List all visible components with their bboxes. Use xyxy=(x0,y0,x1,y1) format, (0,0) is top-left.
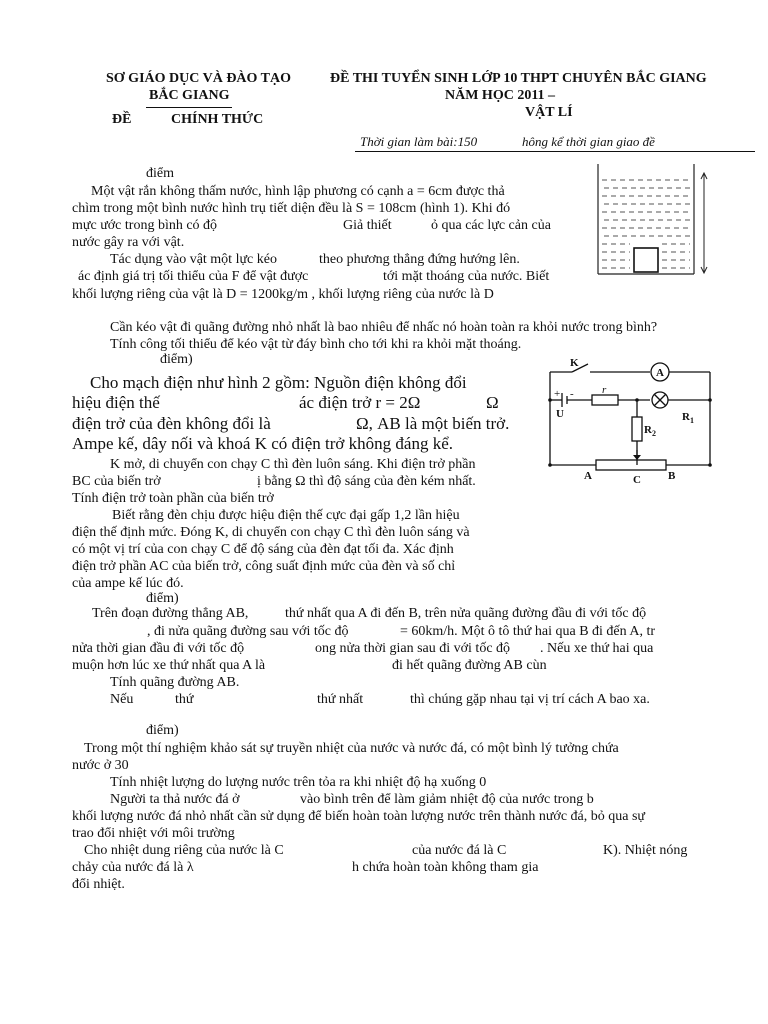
q2-line: điện thế định mức. Đóng K, di chuyển con chạy C thì đèn luôn sáng và xyxy=(72,525,470,540)
q2-line: BC của biến trở xyxy=(72,474,161,489)
q3-line: thứ nhất xyxy=(317,692,364,707)
q2-line: của ampe kế lúc đó. xyxy=(72,576,184,591)
circuit-diagram xyxy=(540,355,750,490)
q4-line: Tính nhiệt lượng do lượng nước trên tỏa ra khi nhiệt độ hạ xuống 0 xyxy=(110,775,487,790)
beaker-figure xyxy=(590,164,720,280)
q4-line: h chứa hoàn toàn không tham gia xyxy=(352,860,539,875)
q3-points: điểm) xyxy=(146,591,179,606)
time-note: hông kể thời gian giao đề xyxy=(522,134,655,149)
q1-line: nước gây ra với vật. xyxy=(72,235,185,250)
q4-line: vào bình trên để làm giảm nhiệt độ của nước trong b xyxy=(300,792,594,807)
q4-line: khối lượng nước đá nhỏ nhất cần sử dụng để biến hoàn toàn lượng nước trên thành nước đá, bỏ qua sự xyxy=(72,809,646,824)
q2-line: Ω xyxy=(486,393,499,412)
resistor-r2 xyxy=(632,417,642,441)
rheostat-ab xyxy=(596,460,666,470)
label-r2: R xyxy=(644,424,652,436)
resistor-r xyxy=(592,395,618,405)
q1-line: theo phương thẳng đứng hướng lên. xyxy=(319,252,520,267)
q3-line: . Nếu xe thứ hai qua xyxy=(540,641,654,656)
q3-line: Trên đoạn đường thẳng AB, xyxy=(92,606,249,621)
label-a: A xyxy=(584,470,592,482)
q4-points: điểm) xyxy=(146,723,179,738)
label-r: r xyxy=(602,384,607,396)
q2-line: hiệu điện thế xyxy=(72,393,160,412)
official-label: CHÍNH THỨC xyxy=(171,112,264,127)
exam-title: ĐỀ THI TUYỂN SINH LỚP 10 THPT CHUYÊN BẮC GIANG xyxy=(330,71,707,86)
q2-line: Biết rằng đèn chịu được hiệu điện thế cực đại gấp 1,2 lần hiệu xyxy=(112,508,460,523)
q1-line: ác định giá trị tối thiểu của F để vật được xyxy=(78,269,309,284)
q1-line: mực ước trong bình có độ xyxy=(72,218,218,233)
q4-line: Cho nhiệt dung riêng của nước là C xyxy=(84,843,284,858)
label-plus: + xyxy=(554,388,561,400)
q1-line: khối lượng riêng của vật là D = 1200kg/m , khối lượng riêng của nước là D xyxy=(72,287,494,302)
q2-line: Cho mạch điện như hình 2 gồm: Nguồn điện không đổi xyxy=(90,373,467,392)
label-r2-sub: 2 xyxy=(652,429,656,438)
label-r1: R xyxy=(682,411,690,423)
q3-line: thứ xyxy=(175,692,194,707)
label-c: C xyxy=(633,474,641,486)
q3-line: thứ nhất qua A đi đến B, trên nửa quãng đường đầu đi với tốc độ xyxy=(285,606,647,621)
q1-line: Một vật rắn không thấm nước, hình lập phương có cạnh a = 6cm được thả xyxy=(91,184,505,199)
q3-line: ong nửa thời gian sau đi với tốc độ xyxy=(315,641,511,656)
q4-line: K). Nhiệt nóng xyxy=(603,843,688,858)
q1-line: Tính công tối thiểu để kéo vật từ đáy bình cho tới khi ra khỏi mặt thoáng. xyxy=(110,337,522,352)
q2-line: điện trở của đèn không đổi là xyxy=(72,414,271,433)
q1-line: Giả thiết xyxy=(343,218,392,233)
q2-line: Ω, AB là một biến trở. xyxy=(356,414,510,433)
label-r1-sub: 1 xyxy=(690,416,694,425)
q1-points: điểm xyxy=(146,166,174,181)
q4-line: của nước đá là C xyxy=(412,843,507,858)
q3-line: muộn hơn lúc xe thứ nhất qua A là xyxy=(72,658,266,673)
q4-line: chảy của nước đá là λ xyxy=(72,860,194,875)
label-k: K xyxy=(570,357,579,369)
q1-line: ỏ qua các lực cản của xyxy=(431,218,551,233)
label-b: B xyxy=(668,470,676,482)
q2-line: Tính điện trở toàn phần của biến trở xyxy=(72,491,274,506)
q2-line: có một vị trí của con chạy C để độ sáng của đèn đạt tối đa. Xác định xyxy=(72,542,454,557)
q4-line: Trong một thí nghiệm khảo sát sự truyền nhiệt của nước và nước đá, có một bình lý tưởng chứa xyxy=(84,741,619,756)
q1-line: Cần kéo vật đi quãng đường nhỏ nhất là bao nhiêu để nhấc nó hoàn toàn ra khỏi nước trong bình? xyxy=(110,320,658,335)
label-ammeter: A xyxy=(656,367,664,379)
cube-object xyxy=(634,248,658,272)
q4-line: trao đổi nhiệt với môi trường xyxy=(72,826,235,841)
header-underline xyxy=(146,107,232,108)
q3-line: thì chúng gặp nhau tại vị trí cách A bao xa. xyxy=(410,692,650,707)
q4-line: Người ta thả nước đá ở xyxy=(110,792,240,807)
de-label: ĐỀ xyxy=(112,112,132,127)
q2-points: điểm) xyxy=(160,352,193,367)
q3-line: Nếu xyxy=(110,692,134,707)
q1-line: Tác dụng vào vật một lực kéo xyxy=(110,252,277,267)
q4-line: nước ở 30 xyxy=(72,758,129,773)
q3-line: nửa thời gian đầu đi với tốc độ xyxy=(72,641,245,656)
q3-line: đi hết quãng đường AB cùn xyxy=(392,658,547,673)
q1-line: tới mặt thoáng của nước. Biết xyxy=(383,269,550,284)
department-name: SƠ GIÁO DỤC VÀ ĐÀO TẠO xyxy=(106,71,292,86)
school-year: NĂM HỌC 2011 – xyxy=(445,88,556,103)
q3-line: , đi nửa quãng đường sau với tốc độ xyxy=(147,624,349,639)
q3-line: = 60km/h. Một ô tô thứ hai qua B đi đến A, tr xyxy=(400,624,656,639)
province-name: BẮC GIANG xyxy=(149,88,230,103)
subject-name: VẬT LÍ xyxy=(525,105,573,120)
label-u: U xyxy=(556,408,564,420)
q4-line: đổi nhiệt. xyxy=(72,877,125,892)
q2-line: ị bằng Ω thì độ sáng của đèn kém nhất. xyxy=(257,474,476,489)
label-minus: - xyxy=(570,388,574,400)
q3-line: Tính quãng đường AB. xyxy=(110,675,240,690)
q1-line: chìm trong một bình nước hình trụ tiết diện đều là S = 108cm (hình 1). Khi đó xyxy=(72,201,511,216)
q2-line: K mở, di chuyển con chạy C thì đèn luôn sáng. Khi điện trở phần xyxy=(110,457,476,472)
time-label: Thời gian làm bài:150 xyxy=(360,134,478,149)
header-rule xyxy=(355,151,755,152)
q2-line: điện trở phần AC của biến trở, công suất định mức của đèn và số chỉ xyxy=(72,559,456,574)
q2-line: ác điện trở r = 2Ω xyxy=(299,393,421,412)
q2-line: Ampe kế, dây nối và khoá K có điện trở không đáng kể. xyxy=(72,434,454,453)
